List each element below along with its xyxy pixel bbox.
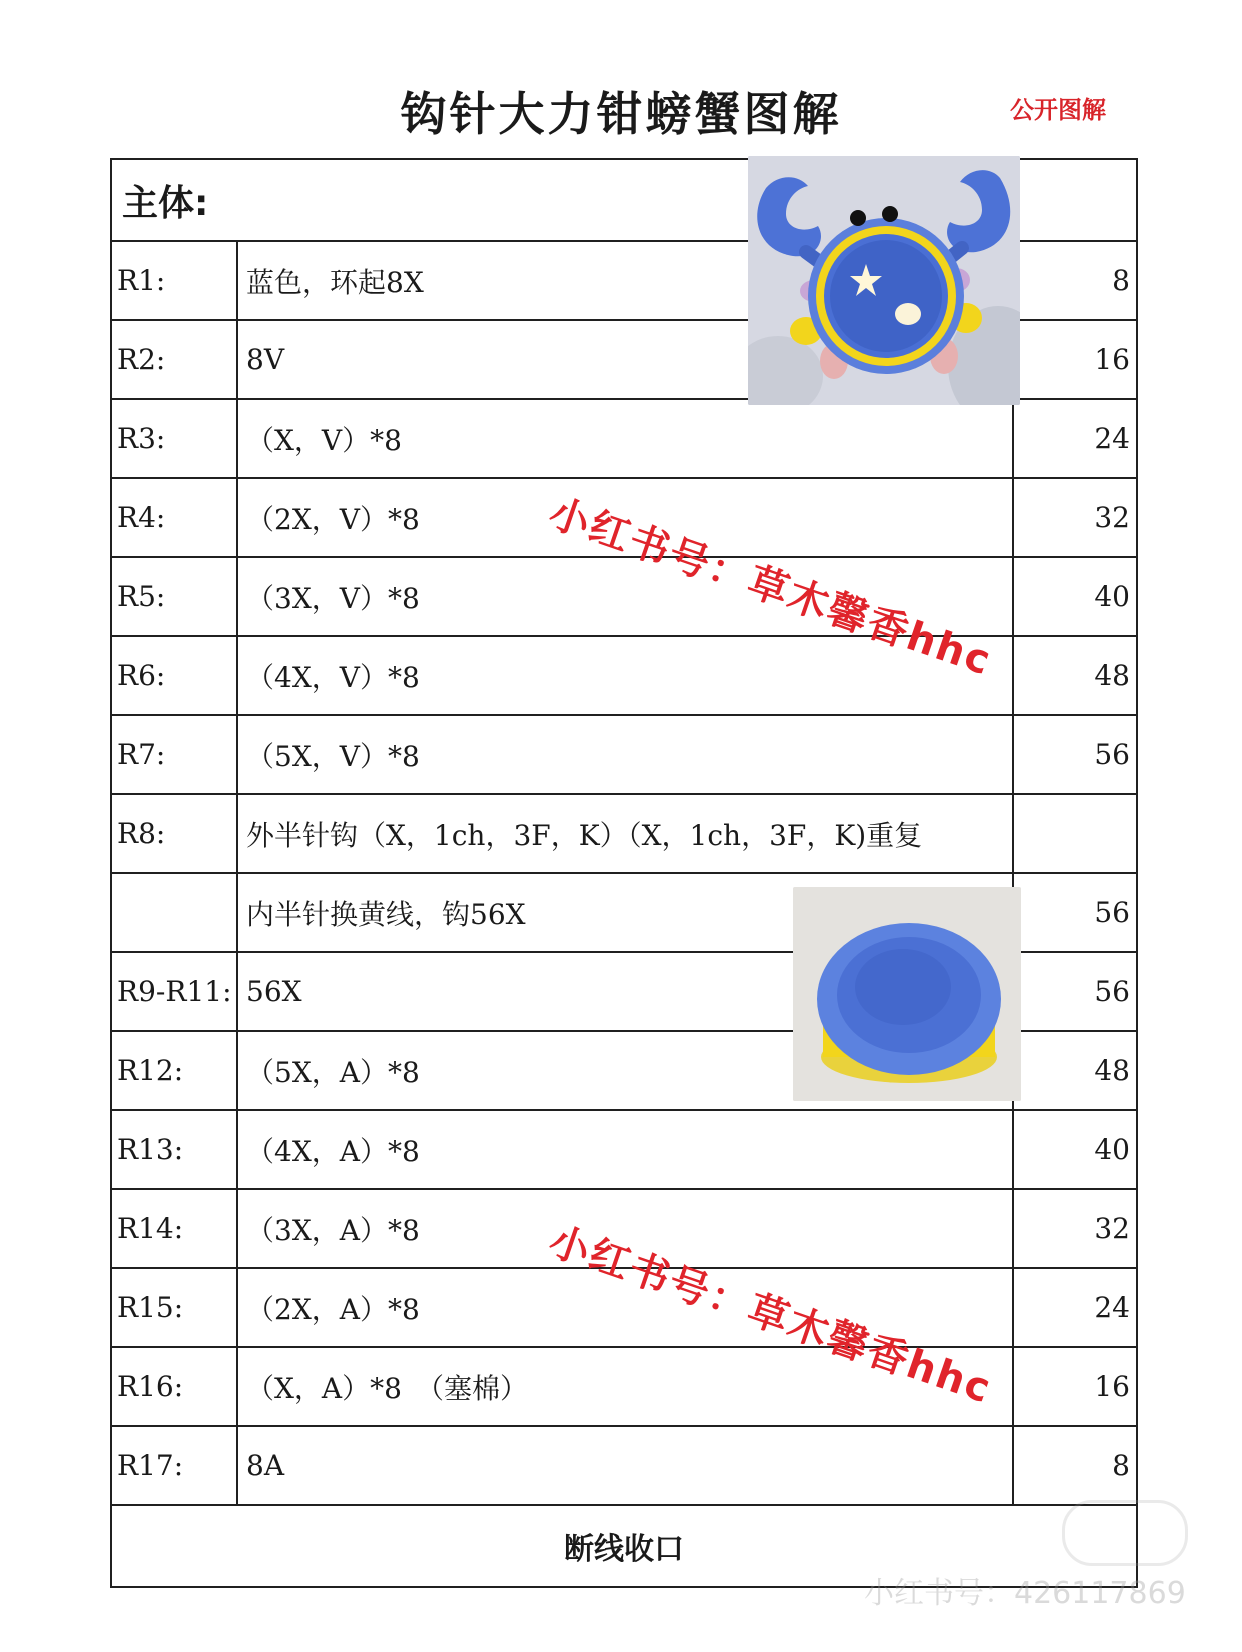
stitch-count: 40	[1013, 557, 1137, 636]
public-pattern-badge: 公开图解	[1010, 96, 1106, 124]
pattern-row	[111, 715, 1137, 794]
round-label: R15:	[111, 1268, 237, 1347]
watermark-text: 小红书号：草木馨香hhc	[543, 1218, 998, 1413]
stitch-instruction: （5X，V）*8	[237, 715, 1013, 794]
stitch-count: 8	[1013, 1426, 1137, 1505]
crab-body-illustration	[793, 887, 1021, 1101]
round-label	[111, 873, 237, 952]
stitch-instruction: 内半针换黄线，钩56X	[237, 873, 1013, 952]
stitch-count: 40	[1013, 1110, 1137, 1189]
crab-photo	[748, 156, 1020, 405]
stitch-count: 56	[1013, 873, 1137, 952]
stitch-count: 32	[1013, 1189, 1137, 1268]
crab-illustration	[748, 156, 1020, 405]
round-label: R4:	[111, 478, 237, 557]
section-label: 主体:	[111, 159, 1137, 241]
stitch-instruction: （3X，V）*8	[237, 557, 1013, 636]
round-label: R8:	[111, 794, 237, 873]
round-label: R14:	[111, 1189, 237, 1268]
watermark-text: 小红书号：草木馨香hhc	[543, 490, 998, 685]
stitch-count: 24	[1013, 399, 1137, 478]
pattern-row	[111, 557, 1137, 636]
stitch-instruction: 外半针钩（X，1ch，3F，K）（X，1ch，3F，K)重复	[237, 794, 1013, 873]
stitch-count: 8	[1013, 241, 1137, 320]
stitch-instruction: 56X	[237, 952, 1013, 1031]
stitch-count	[1013, 794, 1137, 873]
crab-body-photo	[793, 887, 1021, 1101]
round-label: R3:	[111, 399, 237, 478]
corner-watermark: 小红书号：426117869	[864, 1576, 1186, 1611]
stitch-count: 56	[1013, 715, 1137, 794]
round-label: R6:	[111, 636, 237, 715]
stitch-instruction: （4X，A）*8	[237, 1110, 1013, 1189]
stitch-count: 16	[1013, 1347, 1137, 1426]
stitch-count: 24	[1013, 1268, 1137, 1347]
round-label: R2:	[111, 320, 237, 399]
stitch-instruction: 8V	[237, 320, 1013, 399]
round-label: R9-R11:	[111, 952, 237, 1031]
logo-watermark	[1062, 1500, 1188, 1566]
stitch-count: 48	[1013, 636, 1137, 715]
pattern-row	[111, 1110, 1137, 1189]
round-label: R7:	[111, 715, 237, 794]
stitch-count: 32	[1013, 478, 1137, 557]
stitch-instruction: （5X，A）*8	[237, 1031, 1013, 1110]
stitch-count: 16	[1013, 320, 1137, 399]
round-label: R13:	[111, 1110, 237, 1189]
stitch-count: 56	[1013, 952, 1137, 1031]
finish-instruction: 断线收口	[111, 1505, 1137, 1587]
pattern-row	[111, 794, 1137, 873]
stitch-count: 48	[1013, 1031, 1137, 1110]
round-label: R5:	[111, 557, 237, 636]
page-title: 钩针大力钳螃蟹图解	[400, 87, 842, 141]
round-label: R17:	[111, 1426, 237, 1505]
pattern-row	[111, 1426, 1137, 1505]
pattern-row	[111, 399, 1137, 478]
stitch-instruction: 蓝色，环起8X	[237, 241, 1013, 320]
stitch-instruction: （4X，V）*8	[237, 636, 1013, 715]
round-label: R1:	[111, 241, 237, 320]
stitch-instruction: 8A	[237, 1426, 1013, 1505]
stitch-instruction: （3X，A）*8	[237, 1189, 1013, 1268]
round-label: R12:	[111, 1031, 237, 1110]
stitch-instruction: （2X，A）*8	[237, 1268, 1013, 1347]
round-label: R16:	[111, 1347, 237, 1426]
stitch-instruction: （X，V）*8	[237, 399, 1013, 478]
stitch-instruction: （2X，V）*8	[237, 478, 1013, 557]
stitch-instruction: （X，A）*8 （塞棉）	[237, 1347, 1013, 1426]
